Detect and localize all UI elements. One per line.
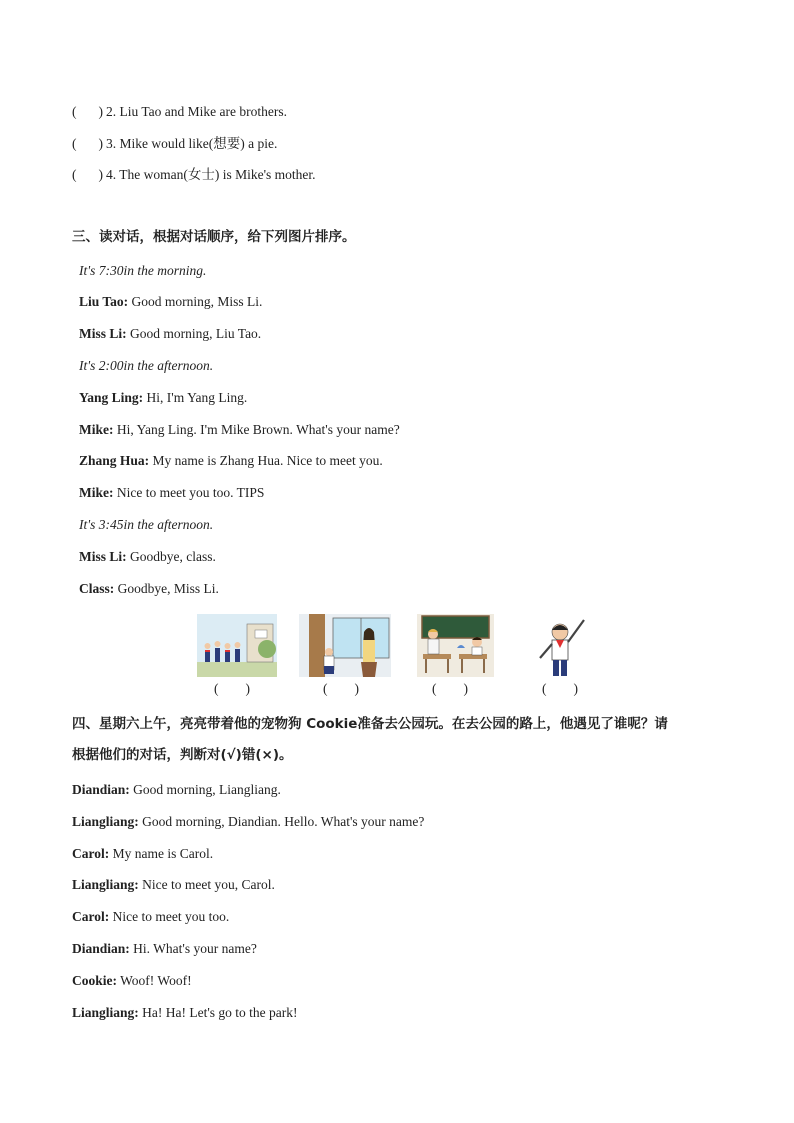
dialog-line: Liangliang: Ha! Ha! Let's go to the park!	[72, 1005, 298, 1020]
boy-waving-illustration	[526, 614, 596, 677]
picture-classroom-desks	[417, 614, 494, 677]
dialog-line: Yang Ling: Hi, I'm Yang Ling.	[79, 390, 248, 405]
picture-classroom-door	[299, 614, 391, 677]
answer-blank[interactable]: ( )	[72, 136, 103, 151]
dialog-line: Liangliang: Nice to meet you, Carol.	[72, 877, 275, 892]
answer-blank[interactable]: ( )	[72, 104, 103, 119]
order-blank-3[interactable]: ( )	[432, 681, 468, 696]
judge-item-2: ( ) 2. Liu Tao and Mike are brothers.	[72, 104, 288, 119]
order-blank-4[interactable]: ( )	[542, 681, 578, 696]
picture-boy-waving	[526, 614, 596, 677]
judge-item-4: ( ) 4. The woman(女士) is Mike's mother.	[72, 167, 316, 182]
classroom-desks-illustration	[417, 614, 494, 677]
dialog-line: Miss Li: Good morning, Liu Tao.	[79, 326, 262, 341]
dialog-line: Liangliang: Good morning, Diandian. Hello. What's your name?	[72, 814, 425, 829]
answer-blank[interactable]: ( )	[72, 167, 103, 182]
school-gate-illustration	[197, 614, 277, 677]
dialog-line: Carol: My name is Carol.	[72, 846, 214, 861]
section4-heading-line1: 四、星期六上午，亮亮带着他的宠物狗 Cookie准备去公园玩。在去公园的路上，他遇见了谁呢？请	[72, 716, 668, 732]
dialog-line: Mike: Nice to meet you too. TIPS	[79, 485, 265, 500]
time-note: It's 3:45in the afternoon.	[79, 517, 214, 532]
dialog-line: Miss Li: Goodbye, class.	[79, 549, 216, 564]
dialog-line: Zhang Hua: My name is Zhang Hua. Nice to meet you.	[79, 453, 383, 468]
dialog-line: Diandian: Good morning, Liangliang.	[72, 782, 281, 797]
order-blank-2[interactable]: ( )	[323, 681, 359, 696]
dialog-line: Mike: Hi, Yang Ling. I'm Mike Brown. What's your name?	[79, 422, 400, 437]
dialog-line: Carol: Nice to meet you too.	[72, 909, 230, 924]
dialog-line: Class: Goodbye, Miss Li.	[79, 581, 219, 596]
dialog-line: Cookie: Woof! Woof!	[72, 973, 192, 988]
order-blank-1[interactable]: ( )	[214, 681, 250, 696]
classroom-door-illustration	[299, 614, 391, 677]
time-note: It's 2:00in the afternoon.	[79, 358, 214, 373]
section4-heading-line2: 根据他们的对话，判断对(√)错(×)。	[72, 747, 293, 763]
section3-heading: 三、读对话，根据对话顺序，给下列图片排序。	[72, 229, 356, 245]
time-note: It's 7:30in the morning.	[79, 263, 207, 278]
dialog-line: Liu Tao: Good morning, Miss Li.	[79, 294, 263, 309]
dialog-line: Diandian: Hi. What's your name?	[72, 941, 257, 956]
judge-item-3: ( ) 3. Mike would like(想要) a pie.	[72, 136, 278, 151]
picture-school-gate	[197, 614, 277, 677]
